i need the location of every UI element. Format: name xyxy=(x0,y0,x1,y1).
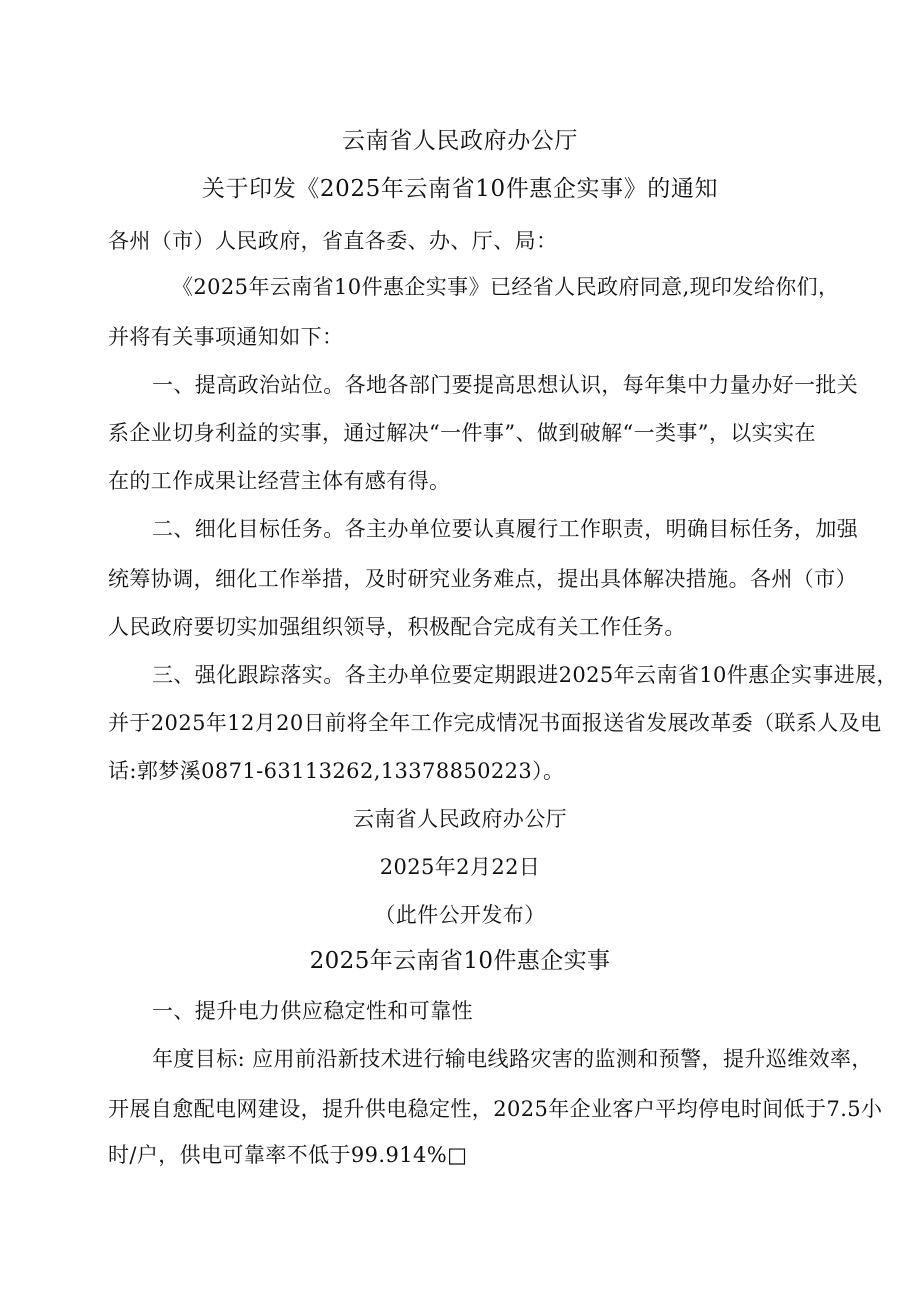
signature-office: 云南省人民政府办公厅 xyxy=(353,807,567,831)
publication-note: （此件公开发布） xyxy=(374,903,546,927)
point3-line1: 三、强化跟踪落实。各主办单位要定期跟进2025年云南省10件惠企实事进展， xyxy=(152,663,898,687)
item1-heading: 一、提升电力供应稳定性和可靠性 xyxy=(152,999,473,1023)
point2-line2: 统筹协调，细化工作举措，及时研究业务难点，提出具体解决措施。各州（市） xyxy=(108,567,857,591)
intro-line2: 并将有关事项通知如下： xyxy=(108,325,344,349)
point1-line1: 一、提高政治站位。各地各部门要提高思想认识，每年集中力量办好一批关 xyxy=(152,373,859,397)
item1-goal-line1: 年度目标: 应用前沿新技术进行输电线路灾害的监测和预警，提升巡维效率， xyxy=(152,1047,873,1071)
point2-line1: 二、细化目标任务。各主办单位要认真履行工作职责，明确目标任务，加强 xyxy=(152,517,859,541)
point1-line3: 在的工作成果让经营主体有感有得。 xyxy=(108,469,451,493)
item1-goal-line2: 开展自愈配电网建设，提升供电稳定性，2025年企业客户平均停电时间低于7.5小 xyxy=(108,1097,883,1121)
attachment-title: 2025年云南省10件惠企实事 xyxy=(309,948,611,974)
notice-title-line1: 云南省人民政府办公厅 xyxy=(342,128,578,154)
notice-title-line2: 关于印发《2025年云南省10件惠企实事》的通知 xyxy=(201,176,719,202)
point3-line2: 并于2025年12月20日前将全年工作完成情况书面报送省发展改革委（联系人及电 xyxy=(108,711,882,735)
intro-line1: 《2025年云南省10件惠企实事》已经省人民政府同意,现印发给你们， xyxy=(172,275,840,299)
point3-line3: 话:郭梦溪0871-63113262,13378850223）。 xyxy=(108,759,565,783)
point2-line3: 人民政府要切实加强组织领导，积极配合完成有关工作任务。 xyxy=(108,615,686,639)
signature-date: 2025年2月22日 xyxy=(379,855,541,879)
addressee: 各州（市）人民政府，省直各委、办、厅、局： xyxy=(108,229,558,253)
point1-line2: 系企业切身利益的实事，通过解决“一件事”、做到破解“一类事”，以实实在 xyxy=(108,421,816,445)
item1-goal-line3: 时/户，供电可靠率不低于99.914%□ xyxy=(108,1143,468,1167)
